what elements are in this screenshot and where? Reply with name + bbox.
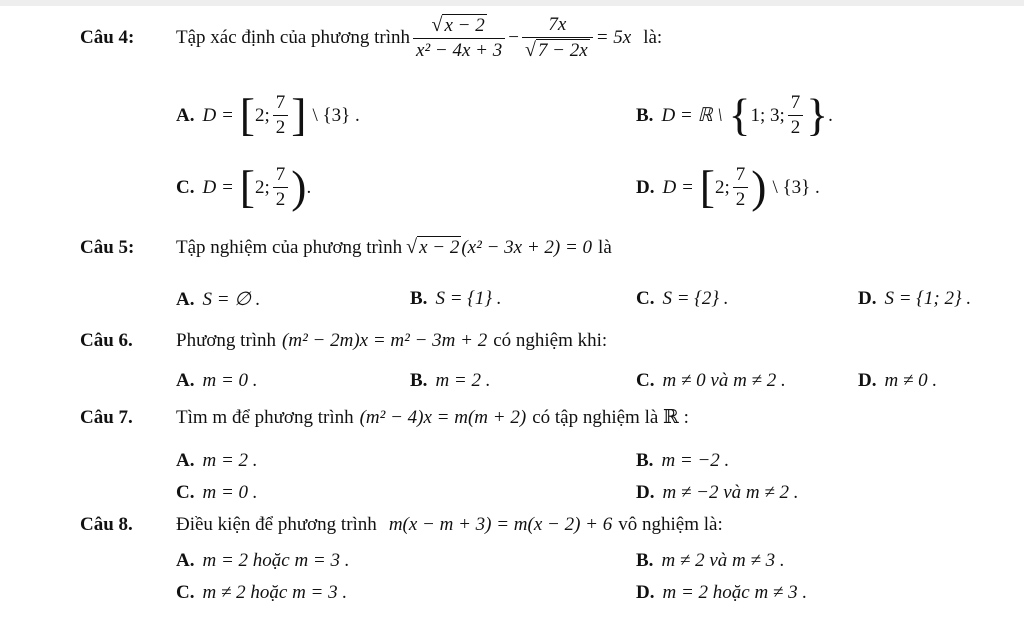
question-6 bbox=[80, 330, 607, 352]
question-suffix: là bbox=[598, 236, 612, 258]
option-value: S = ∅ . bbox=[202, 289, 261, 310]
equation: (m² − 2m)x = m² − 3m + 2 bbox=[282, 330, 488, 351]
option-label: A. bbox=[176, 450, 195, 471]
fraction-2: 7x √ 7 − 2x bbox=[522, 14, 593, 62]
option-label: A. bbox=[176, 370, 195, 391]
question-suffix: có nghiệm khi: bbox=[493, 330, 608, 351]
equation: (m² − 4)x = m(m + 2) bbox=[359, 406, 527, 428]
denominator: 2 bbox=[273, 115, 289, 139]
option-suffix: \ {3} . bbox=[772, 176, 820, 198]
denominator: 2 bbox=[788, 115, 804, 139]
option-a[interactable]: A. D = [ 2; $\frac{7}{2}$ ] \ {3} . bbox=[176, 89, 360, 141]
option-label: C. bbox=[176, 582, 195, 603]
option-d[interactable] bbox=[858, 288, 971, 310]
radicand: x − 2 bbox=[419, 237, 460, 258]
numerator: 7 bbox=[735, 164, 746, 185]
option-prefix: D = bbox=[662, 176, 694, 198]
option-prefix: D = ℝ \ bbox=[661, 105, 723, 126]
option-label: D. bbox=[858, 288, 877, 309]
option-label: D. bbox=[636, 176, 655, 198]
numerator: 7 bbox=[275, 164, 286, 185]
option-label: C. bbox=[176, 482, 195, 503]
question-suffix: là: bbox=[643, 27, 663, 48]
option-prefix: D = bbox=[202, 176, 234, 198]
numerator: 7x bbox=[548, 14, 567, 35]
question-5: Câu 5: Tập nghiệm của phương trình √ x − 2 (x² − 3x + 2) = 0 là bbox=[80, 236, 612, 258]
option-c[interactable]: C. D = [ 2; $\frac{7}{2}$ ) . bbox=[176, 161, 312, 213]
option-c[interactable] bbox=[176, 582, 347, 604]
question-label: Câu 7. bbox=[80, 406, 133, 428]
question-suffix: vô nghiệm là: bbox=[618, 514, 723, 535]
option-label: B. bbox=[410, 288, 428, 309]
question-text: Tập nghiệm của phương trình bbox=[176, 236, 403, 258]
radicand: x − 2 bbox=[444, 15, 485, 36]
option-a[interactable] bbox=[176, 450, 258, 472]
option-c[interactable] bbox=[636, 370, 786, 392]
question-text: Tập xác định của phương trình bbox=[176, 27, 411, 48]
option-value: S = {1} . bbox=[435, 288, 502, 309]
option-label: C. bbox=[176, 176, 195, 198]
option-b[interactable] bbox=[636, 450, 729, 472]
option-a[interactable] bbox=[176, 370, 258, 392]
option-prefix: D = bbox=[202, 104, 234, 126]
option-value: m = 0 . bbox=[202, 482, 258, 503]
option-value: m = 2 hoặc m = 3 . bbox=[202, 550, 350, 571]
question-8 bbox=[80, 514, 723, 536]
question-label: Câu 6. bbox=[80, 330, 133, 351]
option-b[interactable]: B. D = ℝ \ { 1; 3; $\frac{7}{2}$ } . bbox=[636, 89, 833, 141]
option-value: m ≠ −2 và m ≠ 2 . bbox=[662, 482, 799, 503]
set-elements: 1; 3; bbox=[750, 104, 785, 126]
equation-rhs: = 5x bbox=[595, 27, 632, 48]
option-b[interactable] bbox=[410, 288, 501, 310]
option-value: S = {1; 2} . bbox=[884, 288, 972, 309]
numerator: 7 bbox=[790, 92, 801, 113]
denominator: 2 bbox=[273, 187, 289, 211]
interval-start: 2; bbox=[254, 104, 270, 126]
denominator: 2 bbox=[733, 187, 749, 211]
numerator: 7 bbox=[275, 92, 286, 113]
option-label: A. bbox=[176, 288, 195, 310]
option-b[interactable] bbox=[410, 370, 490, 392]
option-label: B. bbox=[636, 104, 654, 126]
option-label: D. bbox=[636, 482, 655, 503]
option-value: m ≠ 2 và m ≠ 3 . bbox=[661, 550, 785, 571]
fraction-1: √ x − 2 x² − 4x + 3 bbox=[413, 14, 505, 62]
option-value: m ≠ 2 hoặc m = 3 . bbox=[202, 582, 348, 603]
option-value: m = 2 . bbox=[202, 450, 258, 471]
option-label: D. bbox=[858, 370, 877, 391]
option-d[interactable]: D. D = [ 2; $\frac{7}{2}$ ) \ {3} . bbox=[636, 161, 820, 213]
equation: m(x − m + 3) = m(x − 2) + 6 bbox=[388, 514, 613, 535]
question-4: Câu 4: Tập xác định của phương trình √ x − 2 x² − 4x + 3 − 7x √ 7 − 2x = 5x là: bbox=[80, 14, 663, 61]
question-label: Câu 5: bbox=[80, 236, 135, 258]
option-label: C. bbox=[636, 370, 655, 391]
page-top-edge bbox=[0, 0, 1024, 6]
option-value: m ≠ 0 . bbox=[884, 370, 938, 391]
question-suffix: có tập nghiệm là ℝ : bbox=[532, 407, 689, 428]
option-value: m = 2 . bbox=[435, 370, 491, 391]
question-text: Điều kiện để phương trình bbox=[176, 514, 377, 535]
denominator: x² − 4x + 3 bbox=[413, 38, 505, 62]
option-value: m ≠ 0 và m ≠ 2 . bbox=[662, 370, 786, 391]
option-suffix: \ {3} . bbox=[312, 104, 360, 126]
question-label: Câu 8. bbox=[80, 514, 133, 535]
question-text: Tìm m để phương trình bbox=[176, 406, 354, 428]
option-d[interactable] bbox=[636, 482, 799, 504]
option-a[interactable] bbox=[176, 550, 350, 572]
option-label: A. bbox=[176, 104, 195, 126]
option-d[interactable] bbox=[636, 582, 807, 604]
option-b[interactable] bbox=[636, 550, 785, 572]
option-suffix: . bbox=[828, 104, 833, 126]
option-label: A. bbox=[176, 550, 195, 571]
option-value: m = 0 . bbox=[202, 370, 258, 391]
option-label: B. bbox=[636, 550, 654, 571]
interval-start: 2; bbox=[714, 176, 730, 198]
radicand: 7 − 2x bbox=[537, 40, 588, 61]
interval-start: 2; bbox=[254, 176, 270, 198]
option-a[interactable] bbox=[176, 288, 260, 311]
option-label: B. bbox=[410, 370, 428, 391]
option-c[interactable] bbox=[636, 288, 729, 310]
option-suffix: . bbox=[306, 176, 312, 198]
question-7 bbox=[80, 406, 689, 429]
option-value: m = 2 hoặc m ≠ 3 . bbox=[662, 582, 808, 603]
option-value: S = {2} . bbox=[662, 288, 729, 309]
option-c[interactable] bbox=[176, 482, 258, 504]
question-text: Phương trình bbox=[176, 330, 277, 351]
option-d[interactable] bbox=[858, 370, 937, 392]
question-label: Câu 4: bbox=[80, 27, 135, 48]
option-value: m = −2 . bbox=[661, 450, 730, 471]
option-label: D. bbox=[636, 582, 655, 603]
equation: (x² − 3x + 2) = 0 bbox=[461, 236, 593, 258]
option-label: C. bbox=[636, 288, 655, 309]
option-label: B. bbox=[636, 450, 654, 471]
